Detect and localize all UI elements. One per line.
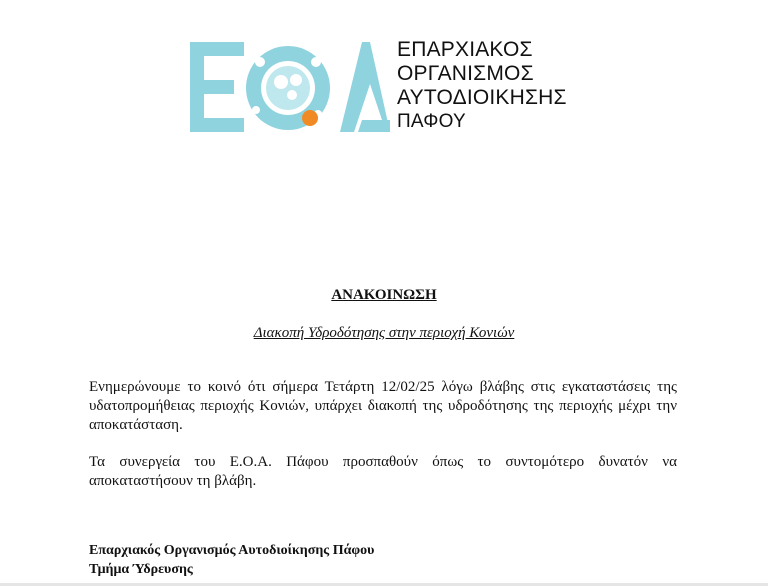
org-name-block bbox=[397, 38, 567, 134]
org-logo bbox=[190, 38, 590, 138]
announcement-subtitle: Διακοπή Υδροδότησης στην περιοχή Κονιών bbox=[253, 325, 515, 341]
signature-organization: Επαρχιακός Οργανισμός Αυτοδιοίκησης Πάφου bbox=[89, 543, 375, 558]
announcement-paragraph-2: Τα συνεργεία του Ε.Ο.Α. Πάφου προσπαθούν όπως το συντομότερο δυνατόν να αποκαταστήσουν τη βλάβη. bbox=[89, 454, 677, 489]
org-name-line-2: ΟΡΓΑΝΙΣΜΟΣ bbox=[397, 62, 534, 85]
org-name-line-3: ΑΥΤΟΔΙΟΙΚΗΣΗΣ bbox=[397, 86, 567, 109]
signature-department: Τμήμα Ύδρευσης bbox=[89, 562, 193, 577]
org-name-line-4: ΠΑΦΟΥ bbox=[397, 111, 466, 132]
eoa-logo-mark bbox=[190, 38, 390, 136]
org-name-line-1: ΕΠΑΡΧΙΑΚΟΣ bbox=[397, 38, 533, 61]
announcement-paragraph-1: Ενημερώνουμε το κοινό ότι σήμερα Τετάρτη 12/02/25 λόγω βλάβης στις εγκαταστάσεις της υδατοπρομήθειας περιοχής Κονιών, υπάρχει διακοπή της υδροδότησης της περιοχής μέχρι την αποκατάσταση. bbox=[89, 379, 677, 433]
announcement-title: ΑΝΑΚΟΙΝΩΣΗ bbox=[331, 287, 437, 303]
signature-block bbox=[89, 541, 374, 579]
